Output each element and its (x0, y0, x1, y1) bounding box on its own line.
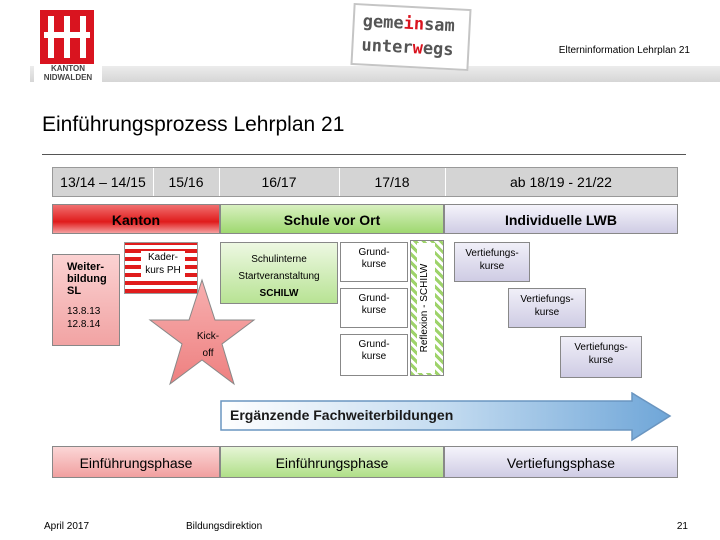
slogan-accent: w (412, 38, 424, 59)
weiterbildung-sl-box (52, 254, 120, 346)
vertiefungskurse-box-1 (454, 242, 530, 282)
year-cell: 13/14 – 14/15 (53, 168, 154, 196)
grundkurse-label: Grund- kurse (347, 247, 401, 277)
bottom-phase-schule: Einführungsphase (220, 446, 444, 478)
grundkurse-box-2 (340, 288, 408, 328)
vertiefungskurse-box-2 (508, 288, 586, 328)
slogan-accent: in (403, 13, 425, 35)
logo-line-1: KANTON (50, 64, 86, 73)
footer-date: April 2017 (44, 521, 90, 532)
phase-schule-vor-ort: Schule vor Ort (220, 204, 444, 234)
year-row (52, 167, 678, 197)
logo-caption (34, 64, 102, 82)
kaderkurs-label: Kader- kurs PH (141, 251, 185, 277)
slogan-badge (350, 3, 471, 71)
slogan-part: sam (423, 14, 456, 37)
startveranstaltung-line: Startveranstaltung (238, 271, 320, 282)
title-divider (42, 154, 686, 155)
document-title: Elterninformation Lehrplan 21 (558, 45, 690, 56)
grundkurse-label: Grund- kurse (347, 339, 401, 371)
page-title: Einführungsprozess Lehrplan 21 (42, 113, 345, 136)
year-cell: 16/17 (219, 168, 340, 196)
year-cell: 15/16 (153, 168, 220, 196)
schulinterne-start-box (220, 242, 338, 304)
bottom-phase-kanton: Einführungsphase (52, 446, 220, 478)
weiterbildung-label: Weiter- bildung SL (67, 261, 107, 297)
grundkurse-box-1 (340, 242, 408, 282)
slogan-part: egs (422, 38, 455, 61)
year-cell: 17/18 (339, 168, 446, 196)
vertiefungskurse-box-3 (560, 336, 642, 378)
logo-line-2: NIDWALDEN (43, 73, 93, 82)
slogan-part: unter (360, 35, 414, 59)
header-bar-gap (0, 66, 30, 82)
schilw-line: SCHILW (259, 288, 299, 299)
reflexion-label: Reflexion - SCHILW (419, 263, 430, 353)
header-bar (0, 66, 720, 82)
footer-organisation: Bildungsdirektion (186, 521, 263, 532)
weiterbildung-dates: 13.8.13 12.8.14 (67, 306, 101, 330)
year-cell: ab 18/19 - 21/22 (510, 174, 612, 190)
footer-page-number: 21 (676, 521, 688, 532)
arrow-label: Ergänzende Fachweiterbildungen (230, 407, 454, 423)
schulinterne-line: Schulinterne (251, 254, 307, 265)
reflexion-schilw-bar (410, 240, 444, 376)
vertiefungskurse-label: Vertiefungs- kurse (465, 248, 519, 272)
grundkurse-box-3 (340, 334, 408, 376)
slogan-part: geme (362, 11, 405, 34)
vertiefungskurse-label: Vertiefungs- kurse (520, 294, 574, 318)
vertiefungskurse-label: Vertiefungs- kurse (574, 342, 628, 366)
kickoff-label: Kick- off (196, 331, 220, 359)
phase-kanton: Kanton (52, 204, 220, 234)
grundkurse-label: Grund- kurse (347, 293, 401, 323)
phase-individuelle-lwb: Individuelle LWB (444, 204, 678, 234)
bottom-phase-vertiefung: Vertiefungsphase (444, 446, 678, 478)
kanton-logo (40, 10, 94, 64)
